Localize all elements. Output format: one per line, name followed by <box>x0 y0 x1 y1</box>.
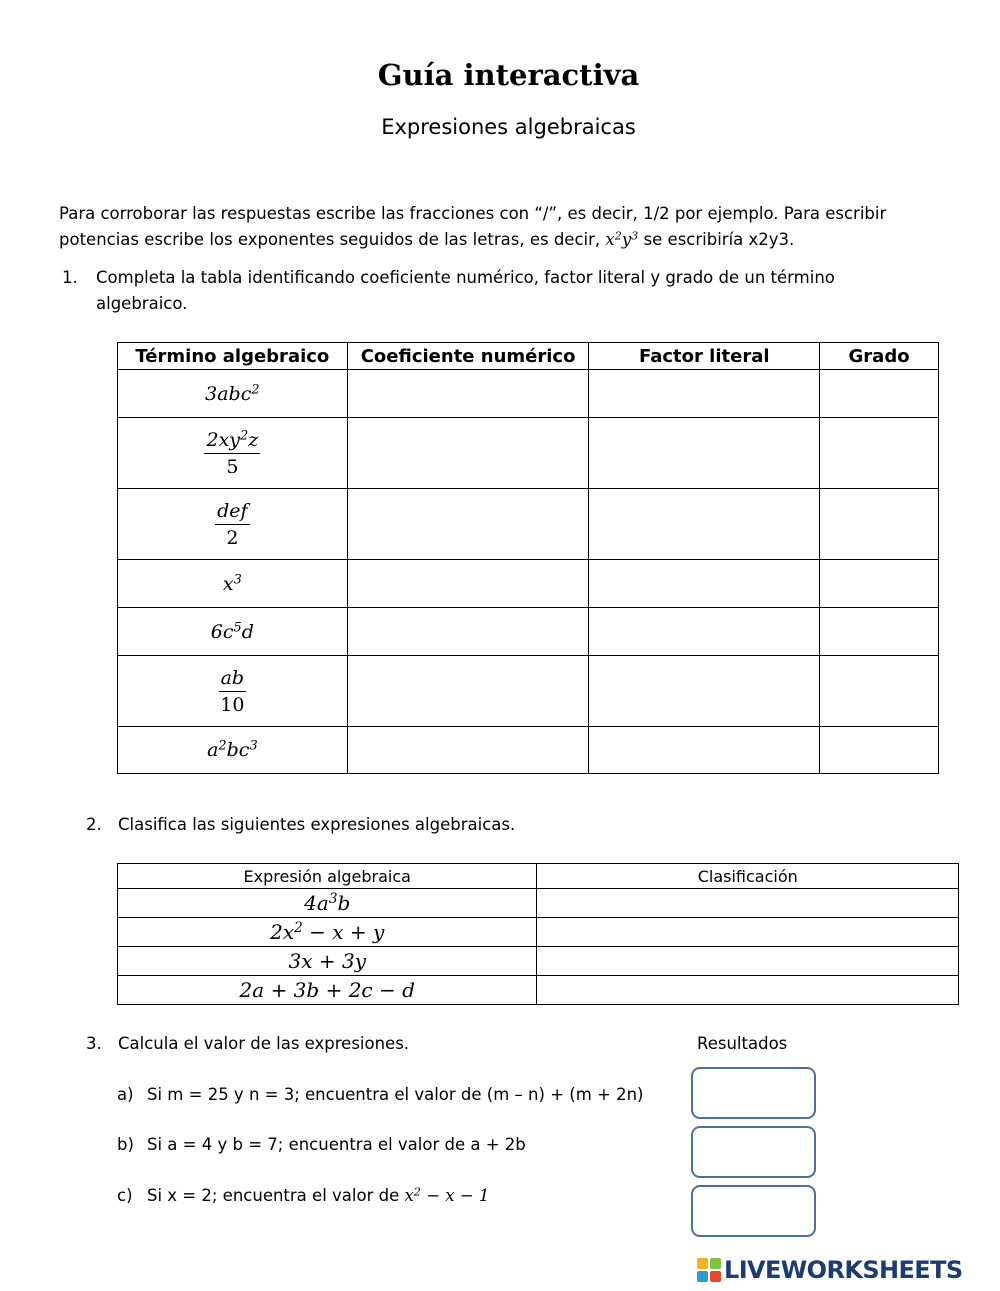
classification-input-cell[interactable] <box>537 918 959 947</box>
q2-header-expression: Expresión algebraica <box>118 864 537 889</box>
logo-text: LIVEWORKSHEETS <box>724 1256 963 1284</box>
table-row <box>118 489 939 560</box>
degree-input-cell[interactable] <box>820 608 939 656</box>
term-cell: $x^3$ <box>118 560 348 608</box>
table-row <box>118 947 959 976</box>
q1-table-header-row <box>118 343 939 370</box>
expression-cell: $4a^3b$ <box>118 889 537 918</box>
degree-input-cell[interactable] <box>820 560 939 608</box>
coefficient-input-cell[interactable] <box>347 560 589 608</box>
q1-heading <box>62 268 835 287</box>
term-cell: $\frac{\text{def}}{2}$ <box>118 489 348 560</box>
table-row <box>118 656 939 727</box>
table-row <box>118 370 939 418</box>
classification-input-cell[interactable] <box>537 947 959 976</box>
result-input-c[interactable] <box>691 1185 816 1237</box>
literal-input-cell[interactable] <box>589 560 820 608</box>
q3-b-label: b) <box>117 1135 134 1154</box>
q3-c-text: Si x = 2; encuentra el valor de <box>147 1186 400 1205</box>
literal-input-cell[interactable] <box>589 418 820 489</box>
q2-table-header-row <box>118 864 959 889</box>
intro-line-2-prefix: potencias escribe los exponentes seguidos de las letras, es decir, <box>59 230 601 249</box>
q3-item-a <box>117 1085 643 1104</box>
q3-a-label: a) <box>117 1085 134 1104</box>
coefficient-input-cell[interactable] <box>347 489 589 560</box>
degree-input-cell[interactable] <box>820 727 939 774</box>
term-cell: $\frac{ab}{10}$ <box>118 656 348 727</box>
q2-text: Clasifica las siguientes expresiones algebraicas. <box>118 815 516 834</box>
coefficient-input-cell[interactable] <box>347 418 589 489</box>
q2-number: 2. <box>86 815 102 834</box>
table-row <box>118 727 939 774</box>
table-row <box>118 560 939 608</box>
liveworksheets-logo <box>697 1256 963 1284</box>
table-row <box>118 918 959 947</box>
page-subtitle: Expresiones algebraicas <box>381 115 636 139</box>
term-cell: 3abc$^2$ <box>118 370 348 418</box>
page-title: Guía interactiva <box>377 58 640 92</box>
literal-input-cell[interactable] <box>589 727 820 774</box>
q1-text: Completa la tabla identificando coeficiente numérico, factor literal y grado de un término <box>96 268 835 287</box>
classification-input-cell[interactable] <box>537 976 959 1005</box>
expression-cell: 2a + 3b + 2c − d <box>118 976 537 1005</box>
q2-header-classification: Clasificación <box>537 864 959 889</box>
term-cell: $6c^5d$ <box>118 608 348 656</box>
result-input-b[interactable] <box>691 1126 816 1178</box>
intro-line-1: Para corroborar las respuestas escribe las fracciones con “/”, es decir, 1/2 por ejemplo. Para escribir <box>59 204 887 223</box>
intro-example-math: $x^2y^3$ <box>605 229 639 249</box>
q1-header-coefficient: Coeficiente numérico <box>347 343 589 370</box>
literal-input-cell[interactable] <box>589 370 820 418</box>
term-cell: $a^2bc^3$ <box>118 727 348 774</box>
results-label: Resultados <box>697 1034 788 1053</box>
intro-line-2-suffix: se escribiría x2y3. <box>643 230 795 249</box>
degree-input-cell[interactable] <box>820 418 939 489</box>
literal-input-cell[interactable] <box>589 489 820 560</box>
q1-header-literal: Factor literal <box>589 343 820 370</box>
q3-text: Calcula el valor de las expresiones. <box>118 1034 410 1053</box>
q3-b-text: Si a = 4 y b = 7; encuentra el valor de a + 2b <box>147 1135 526 1154</box>
logo-blocks-icon <box>697 1258 721 1282</box>
coefficient-input-cell[interactable] <box>347 608 589 656</box>
q2-table <box>117 863 959 1005</box>
q1-header-degree: Grado <box>820 343 939 370</box>
table-row <box>118 418 939 489</box>
expression-cell: $2x^2 - x + y$ <box>118 918 537 947</box>
literal-input-cell[interactable] <box>589 608 820 656</box>
table-row <box>118 608 939 656</box>
q1-number: 1. <box>62 268 78 287</box>
q3-c-label: c) <box>117 1186 133 1205</box>
degree-input-cell[interactable] <box>820 489 939 560</box>
degree-input-cell[interactable] <box>820 370 939 418</box>
table-row <box>118 976 959 1005</box>
q2-heading <box>86 815 515 834</box>
degree-input-cell[interactable] <box>820 656 939 727</box>
intro-line-2 <box>59 230 794 249</box>
coefficient-input-cell[interactable] <box>347 727 589 774</box>
expression-cell: 3x + 3y <box>118 947 537 976</box>
q3-item-b <box>117 1135 526 1154</box>
q3-item-c <box>117 1186 489 1205</box>
q3-a-text: Si m = 25 y n = 3; encuentra el valor de (m – n) + (m + 2n) <box>147 1085 644 1104</box>
q1-text-line-2: algebraico. <box>96 294 188 313</box>
q3-c-expression: $x^2 - x - 1$ <box>404 1185 490 1205</box>
q3-number: 3. <box>86 1034 102 1053</box>
q3-heading <box>86 1034 409 1053</box>
term-cell: $\frac{2xy^2z}{5}$ <box>118 418 348 489</box>
result-input-a[interactable] <box>691 1067 816 1119</box>
table-row <box>118 889 959 918</box>
q1-header-term: Término algebraico <box>118 343 348 370</box>
q1-table <box>117 342 939 774</box>
coefficient-input-cell[interactable] <box>347 370 589 418</box>
literal-input-cell[interactable] <box>589 656 820 727</box>
coefficient-input-cell[interactable] <box>347 656 589 727</box>
classification-input-cell[interactable] <box>537 889 959 918</box>
